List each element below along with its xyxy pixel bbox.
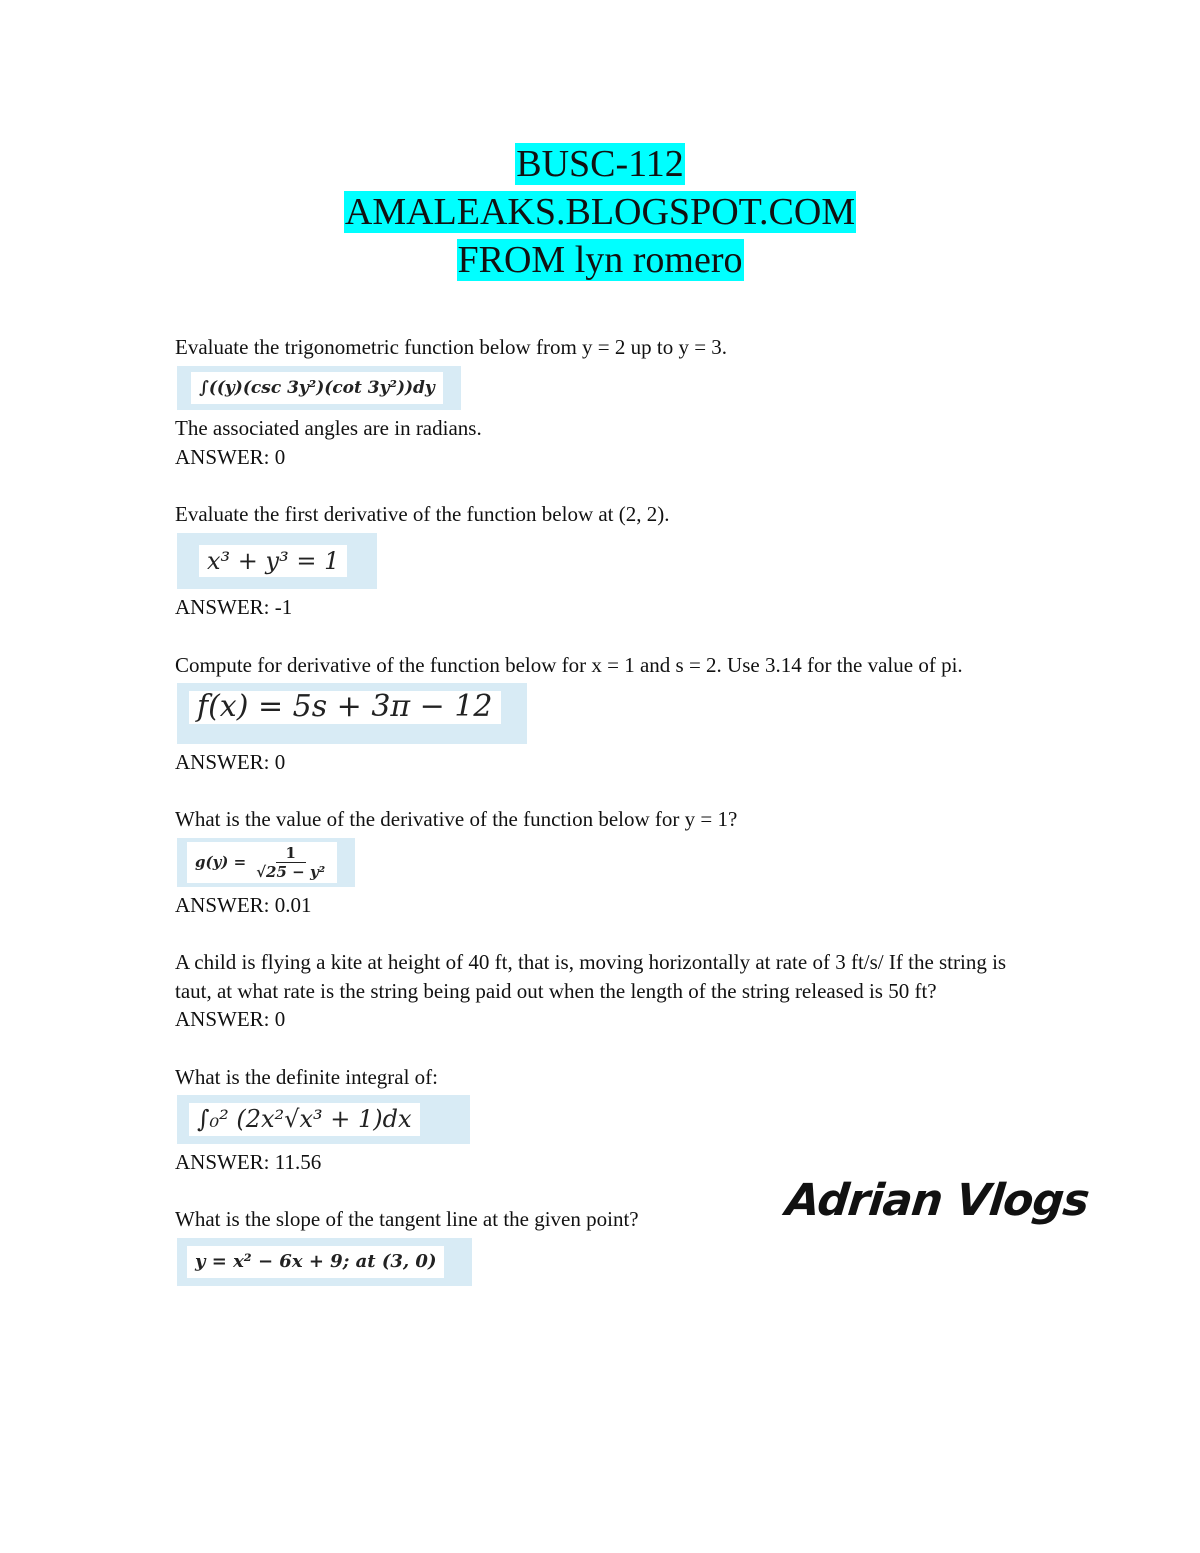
question-prompt: What is the slope of the tangent line at the given point? — [175, 1207, 639, 1231]
answer: ANSWER: 0 — [175, 1007, 286, 1031]
answer: ANSWER: 0 — [175, 444, 286, 469]
equation-box — [177, 683, 527, 744]
equation-box — [177, 1095, 470, 1144]
question-3 — [175, 651, 1025, 777]
answer: ANSWER: -1 — [175, 595, 293, 619]
site-name: AMALEAKS.BLOGSPOT.COM — [344, 191, 856, 233]
from-line — [0, 236, 1200, 284]
equation-lhs: g(y) = — [195, 852, 247, 871]
equation: f(x) = 5s + 3π − 12 — [189, 691, 501, 724]
equation-denominator: √25 − y² — [256, 862, 326, 881]
equation-box — [177, 838, 355, 887]
equation-box — [177, 1238, 472, 1287]
question-prompt: A child is flying a kite at height of 40 ft, that is, moving horizontally at rate of 3 ft/s/ If the string is taut, at what rate is the string being paid out when the length of the string released is 50 ft? — [175, 950, 1007, 1003]
signature-logo: Adrian Vlogs — [783, 1175, 1092, 1226]
answer: ANSWER: 11.56 — [175, 1149, 322, 1174]
answer: ANSWER: 0 — [175, 749, 286, 774]
question-prompt: Evaluate the trigonometric function below from y = 2 up to y = 3. — [175, 335, 728, 359]
questions-list — [175, 333, 1025, 1290]
question-note: The associated angles are in radians. — [175, 416, 482, 440]
question-prompt: What is the definite integral of: — [175, 1064, 438, 1089]
site-line — [0, 188, 1200, 236]
answer: ANSWER: 0.01 — [175, 892, 312, 917]
question-2 — [175, 500, 1025, 622]
question-5 — [175, 948, 1025, 1034]
equation-box — [177, 366, 461, 411]
question-1 — [175, 333, 1025, 471]
equation — [187, 842, 337, 883]
course-code-line — [0, 140, 1200, 188]
course-code: BUSC-112 — [516, 143, 684, 185]
question-prompt: What is the value of the derivative of the function below for y = 1? — [175, 807, 738, 831]
equation-numerator: 1 — [276, 844, 306, 863]
question-4 — [175, 805, 1025, 919]
equation: y = x² − 6x + 9; at (3, 0) — [187, 1246, 444, 1279]
question-6 — [175, 1063, 1025, 1177]
equation-box — [177, 533, 377, 590]
equation: ∫((y)(csc 3y²)(cot 3y²))dy — [191, 372, 443, 405]
from-credit: FROM lyn romero — [457, 239, 743, 281]
equation: x³ + y³ = 1 — [199, 545, 347, 578]
equation: ∫₀² (2x²√x³ + 1)dx — [189, 1103, 420, 1136]
question-prompt: Evaluate the first derivative of the function below at (2, 2). — [175, 502, 670, 526]
question-prompt: Compute for derivative of the function below for x = 1 and s = 2. Use 3.14 for the value of pi. — [175, 652, 963, 677]
document-header — [0, 140, 1200, 284]
